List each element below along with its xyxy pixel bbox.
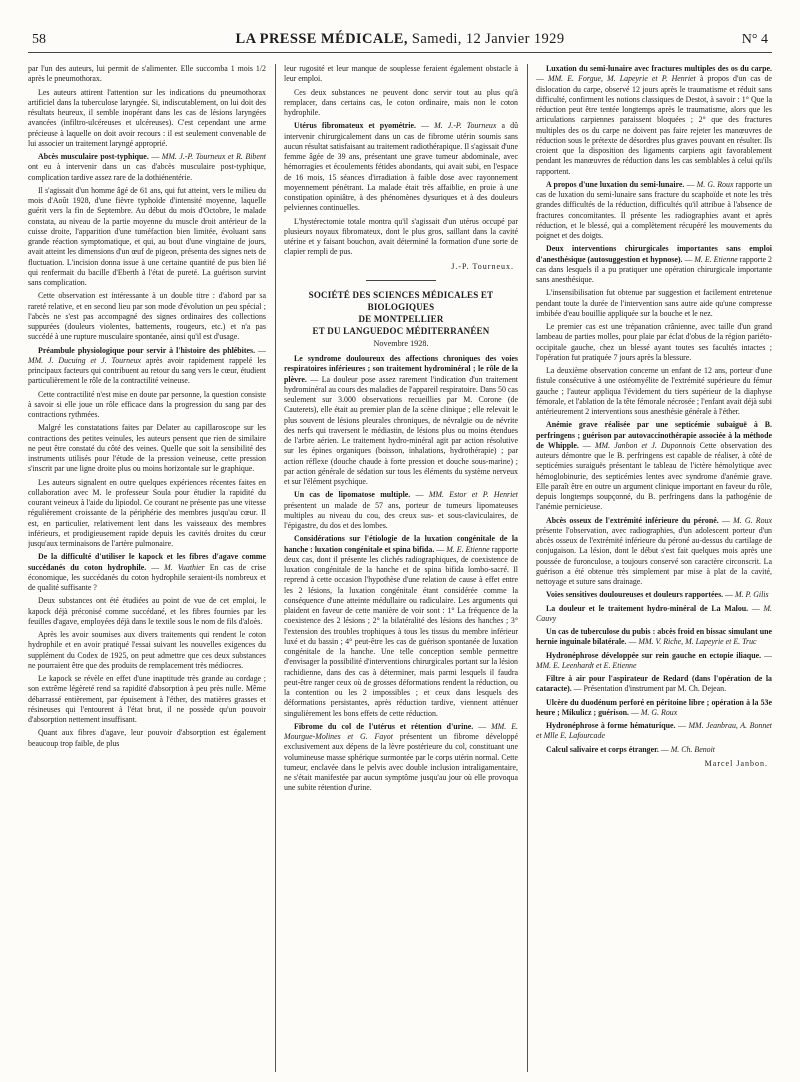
abstract-authors: MM. J. Ducuing et J. Tourneux [28,355,142,365]
running-title [28,31,772,48]
paragraph-text: Quant aux fibres d'agave, leur pouvoir d'absorption est également beaucoup trop faible, de plus [28,728,266,748]
paragraph-text: leur rugosité et leur manque de souplesse feraient également obstacle à leur emploi. [284,64,518,84]
page-number: 58 [32,32,46,47]
section-signature: J.-P. Tourneux. [451,261,514,271]
body-paragraph [284,64,518,85]
abstract-paragraph: Voies sensitives douloureuses et douleurs rapportées. — M. P. Gilis [546,590,769,600]
section-signature: Marcel Janbon. [704,758,768,768]
abstract-paragraph: Anémie grave réalisée par une septicémie subaiguë à B. perfringens ; guérison par autovaccinothérapie associée à la méthode de Whipple. — MM. Janbon et J. Duponnois Cette observation des auteurs démontre que le B. perfringens est capable de réaliser, à côté de septicémies suraiguës présentant le tableau de l'ictère hémolytique avec hémoglobinurie, des septicémies lentes avec syndrome d'anémie grave. Elle paraît être en outre un argument clinique important en faveur du rôle, depuis longtemps soupçonné, du B. perfringens dans la pathogénie de l'anémie pernicieuse. [536,420,772,512]
abstract-title: De la difficulté d'utiliser le kapock et les fibres d'agave comme succédanés du coton hydrophile. [28,552,266,572]
body-paragraph [28,291,266,342]
society-title-line: ET DU LANGUEDOC MÉDITERRANÉEN [312,325,490,336]
abstract-paragraph: Deux interventions chirurgicales importantes sans emploi d'anesthésique (autosuggestion et hypnose). — M. E. Etienne rapporte 2 cas dans lesquels il a pu pratiquer une opération chirurgicale importante sans anesthésique. [536,244,772,284]
article-columns [28,64,772,1074]
paragraph-text: Cette observation des auteurs démontre que le B. perfringens est capable de réaliser, à côté de septicémies suraiguës présentant le tableau de l'ictère hémolytique avec hémoglobinurie, des septicémies lentes avec syndrome d'anémie grave. Elle paraît être en outre un argument clinique important en faveur du rôle, depuis longtemps soupçonné, du B. perfringens dans la pathogénie de l'anémie pernicieuse. [536,440,772,512]
body-paragraph [28,478,266,550]
paragraph-text: Présentation d'instrument par M. Ch. Dejean. [583,684,727,694]
issue-date: Samedi, 12 Janvier 1929 [407,31,565,47]
abstract-title: Luxation du semi-lunaire avec fractures multiples des os du carpe. [546,64,772,73]
paragraph-text: présentent un fibrome développé exclusivement aux dépens de la lèvre postérieure du col, constituant une volumineuse masse sphérique surmontée par le corps utérin normal. Cette tumeur, enclavée dans le pelvis avec double inclusion intraligamentaire, ne s'était manifestée par aucun symptôme jusqu'au jour où elle provoqua une subite rétention d'urine. [284,732,518,793]
paragraph-text: rapporte deux cas, dont il présente les clichés radiographiques, de coexistence de luxation congénitale de la hanche et de spina bifida lombo-sacré. Il reprend à cette occasion l'hypothèse d'une relation de cause à effet entre les 2 lésions, la luxation congénitale étant considérée comme la conséquence d'une atteinte médullaire ou radiculaire. Les arguments qui plaident en faveur de cette manière de voir sont : 1° La fréquence de la coexistence des 2 lésions ; 2° la bilatéralité des lésions des hanches ; 3° l'extension des troubles trophiques à tous les tissus du membre inférieur luxé et du bassin ; 4° peut-être les cas de guérison spontanée de luxation congénitale de la hanche. Une telle conception semble permettre d'envisager la possibilité d'interventions chirurgicales portant sur la lésion rachidienne, dans des cas à déterminer, mais parmi lesquels il faudra peut-être ranger ceux où de grosses déformations rendent la réduction, ou la contention ou les 2 impossibles ; et ceux dans lesquels des déformations persistantes, après réduction tardive, viennent atténuer singulièrement les bons effets de cette réduction. [284,544,518,718]
abstract-authors: M. G. Roux [733,515,772,525]
abstract-title: A propos d'une luxation du semi-lunaire. [546,179,685,189]
abstract-paragraph: Préambule physiologique pour servir à l'histoire des phlébites. — MM. J. Ducuing et J. Tourneux après avoir rapidement rappelé les principaux facteurs qui contribuent au retour du sang vers le cœur, étudient particulièrement le rôle de la contractilité veineuse. [28,345,266,386]
abstract-title: La douleur et le traitement hydro-minéral de La Malou. [546,603,749,613]
abstract-authors: M. G. Roux [696,179,734,189]
abstract-paragraph: La douleur et le traitement hydro-minéral de La Malou. — M. Cauvy [536,603,772,623]
body-paragraph [284,217,518,258]
body-paragraph [28,728,266,749]
paragraph-text: après avoir rapidement rappelé les principaux facteurs qui contribuent au retour du sang vers le cœur, étudient particulièrement le rôle de la contractilité veineuse. [28,355,266,386]
issue-number: N° 4 [741,32,768,47]
column-3 [536,64,772,1072]
abstract-title: Le syndrome douloureux des affections chroniques des voies respiratoires inférieures ; son traitement hydrominéral ; le rôle de la plèvre. [284,354,518,384]
abstract-authors: MM. E. Leenhardt et E. Etienne [536,660,637,670]
abstract-paragraph: Hydronéphrose à forme hématurique. — MM. Jeanbrau, A. Bonnet et Mlle E. Lafourcade [536,721,772,741]
abstract-title: Anémie grave réalisée par une septicémie subaiguë à B. perfringens ; guérison par autovaccinothérapie associée à la méthode de Whipple. [536,420,772,450]
abstract-title: Hydronéphrose à forme hématurique. [546,721,676,730]
abstract-authors: MM. E. Mourgue-Molines et G. Fayot [284,721,518,741]
paragraph-text: Les auteurs signalent en outre quelques expériences récentes faites en collaboration avec M. le professeur Soula pour étudier la rapidité du courant veineux à l'aide du lipiodol. Ce courant ne présente pas une vitesse régulièrement croissante de la périphérie des membres jusqu'au cœur. Il est, en particulier, relativement lent dans les vaisseaux des membres inférieurs, et prodigieusement rapide depuis les cavités droites du cœur jusqu'aux terminaisons de l'artère pulmonaire. [28,477,266,548]
abstract-paragraph: A propos d'une luxation du semi-lunaire. — M. G. Roux rapporte un cas de luxation du semi-lunaire sans fracture du scaphoïde et note les très grandes difficultés de la réduction, difficultés qu'il attribue à l'absence de fractures concomitantes. Il présente les radiographies avant et après réduction, et le blessé, qui a complètement récupéré les mouvements du poignet et des doigts. [536,179,772,240]
abstract-paragraph: Le syndrome douloureux des affections chroniques des voies respiratoires inférieures ; son traitement hydrominéral ; le rôle de la plèvre. — La douleur pose assez rarement l'indication d'un traitement hydrominéral au cours des maladies de l'appareil respiratoire. Dans 50 cas seulement sur 3.000 observations recueillies par M. Corone (de Cauterets), elle était au premier plan de la scène clinique ; elle relevait le plus souvent de lésions pleurales chroniques, de névralgie ou de névrite des nerfs qui traversent le médiastin, de lésions plus ou moins étendues de l'arbre aérien. Le traitement hydro-minéral agit par action résolutive sur les épines organiques (boisson, inhalations, hydrothérapie) ; par action réflexe (douche chaude à forte pression et douche sous-marine) ; par action générale de sédation sur tous les éléments du système nerveux et sur l'élément psychique. [284,354,518,486]
abstract-paragraph: Utérus fibromateux et pyométrie. — M. J.-P. Tourneux a dû intervenir chirurgicalement dans un cas de fibrome utérin soumis sans aucun résultat satisfaisant au traitement radiothérapique. Il s'agissait d'une femme âgée de 39 ans, présentant une grave tumeur abdominale, avec hémorragies et écoulements fétides abondants, qui avait subi, en l'espace de 16 mois, 15 séances d'irradiation à faible dose avec rayonnement moyennement pénétrant. La malade était très affaiblie, en proie à une constipation opiniâtre, à des phénomènes dysuriques et à des douleurs pelviennes continuelles. [284,121,518,213]
body-paragraph [28,674,266,725]
paragraph-text: rapporte un cas de luxation du semi-lunaire sans fracture du scaphoïde et note les très grandes difficultés de la réduction, difficultés qu'il attribue à l'absence de fractures concomitantes. Il présente les radiographies avant et après réduction, et le blessé, qui a complètement récupéré les mouvements du poignet et des doigts. [536,179,772,240]
abstract-title: Préambule physiologique pour servir à l'histoire des phlébites. [38,345,256,355]
society-title-line: SOCIÉTÉ DES SCIENCES MÉDICALES ET BIOLOGIQUES [308,289,494,312]
abstract-authors: MM. E. Forgue, M. Lapeyrie et P. Henriet [548,74,696,84]
abstract-title: Utérus fibromateux et pyométrie. [294,121,416,131]
column-rule [527,64,528,1072]
abstract-paragraph: Calcul salivaire et corps étranger. — M. Ch. Benoit [546,744,715,754]
paragraph-text: En cas de crise économique, les succédanés du coton hydrophile seraient-ils nombreux et de qualité suffisante ? [28,562,266,592]
abstract-paragraph: Considérations sur l'étiologie de la luxation congénitale de la hanche : luxation congénitale et spina bifida. — M. E. Etienne rapporte deux cas, dont il présente les clichés radiographiques, de coexistence de luxation congénitale de la hanche et de spina bifida lombo-sacré. Il reprend à cette occasion l'hypothèse d'une relation de cause à effet entre les 2 lésions, la luxation congénitale étant considérée comme la conséquence d'une atteinte médullaire ou radiculaire. Les arguments qui plaident en faveur de cette manière de voir sont : 1° La fréquence de la coexistence des 2 lésions ; 2° la bilatéralité des lésions des hanches ; 3° l'extension des troubles trophiques à tous les tissus du membre inférieur luxé et du bassin ; 4° peut-être les cas de guérison spontanée de luxation congénitale de la hanche. Une telle conception semble permettre d'envisager la possibilité d'interventions chirurgicales portant sur la lésion rachidienne, dans des cas à déterminer, mais parmi lesquels il faudra peut-être ranger ceux où de grosses déformations rendent la réduction, ou la contention ou les 2 impossibles ; et ceux dans lesquels des déformations persistantes, après réduction tardive, viennent atténuer singulièrement les bons effets de cette réduction. [284,534,518,718]
session-date: Novembre 1928. [373,338,429,348]
abstract-paragraph: De la difficulté d'utiliser le kapock et les fibres d'agave comme succédanés du coton hydrophile. — M. Vuathier En cas de crise économique, les succédanés du coton hydrophile seraient-ils nombreux et de qualité suffisante ? [28,552,266,592]
paragraph-text: à propos d'un cas de dislocation du carpe, observé 12 jours après le traumatisme et réduit sans difficulté, confirment les notions classiques de Destot, à savoir : 1° Que la réduction peut être tentée longtemps après le traumatisme, alors que les articulations carpiennes paraissent bloquées ; 2° que des fractures multiples des os du carpe ne doivent pas faire rejeter les manœuvres de réduction sous le prétexte de désordres plus graves pouvant en résulter. Ils croient que la disposition des ligaments carpiens agit favorablement pendant les manœuvres de réduction dans les cas semblables à celui qu'ils rapportent. [536,74,772,176]
abstract-authors: MM. V. Riche, M. Lapeyrie et E. Truc [638,637,757,647]
abstract-authors: M. Cauvy [536,603,772,623]
abstract-title: Un cas de tuberculose du pubis : abcès froid en bissac simulant une hernie inguinale bilatérale. [536,627,772,647]
paragraph-text: Deux substances ont été étudiées au point de vue de cet emploi, le kapock déjà préconisé comme succédané, et les fibres fournies par les feuilles d'agave, employées déjà dans le textile sous le nom de fils d'aloès. [28,596,266,626]
abstract-paragraph: Un cas de tuberculose du pubis : abcès froid en bissac simulant une hernie inguinale bilatérale. — MM. V. Riche, M. Lapeyrie et E. Truc [536,627,772,647]
paragraph-text: Le premier cas est une trépanation crânienne, avec taille d'un grand lambeau de parties molles, pour plaie par éclat d'obus de la région pariéto-occipitale gauche, chez un blessé ayant toutes ses facultés intactes ; l'opération fut pratiquée 7 jours après la blessure. [536,322,772,362]
abstract-authors: M. G. Roux [640,707,678,717]
body-paragraph [284,88,518,119]
paragraph-text: L'insensibilisation fut obtenue par suggestion et facilement entretenue pendant toute la durée de l'intervention sans autre aide qu'une compresse imbibée d'eau bouillie appliquée sur la bouche et le nez. [536,288,772,318]
paragraph-text: a dû intervenir chirurgicalement dans un cas de fibrome utérin soumis sans aucun résultat satisfaisant au traitement radiothérapique. Il s'agissait d'une femme âgée de 39 ans, présentant une grave tumeur abdominale, avec hémorragies et écoulements fétides abondants, qui avait subi, en l'espace de 16 mois, 15 séances d'irradiation à faible dose avec rayonnement moyennement pénétrant. La malade était très affaiblie, en proie à une constipation opiniâtre, à des phénomènes dysuriques et à des douleurs pelviennes continuelles. [284,121,518,213]
journal-name: LA PRESSE MÉDICALE, [235,31,408,47]
abstract-title: Hydronéphrose développée sur rein gauche en ectopie iliaque. [546,650,762,660]
body-paragraph [536,366,772,417]
society-title-line: DE MONTPELLIER [358,313,444,324]
body-paragraph [28,88,266,150]
paragraph-text: Cette contractilité n'est mise en doute par personne, la question consiste à savoir si elle joue un rôle efficace dans la progression du sang par des contractions rythmées. [28,389,266,419]
body-paragraph [28,186,266,289]
paragraph-text: Les auteurs attirent l'attention sur les indications du pneumothorax artificiel dans la tuberculose laryngée. Si, indiscutablement, on lui doit des résultats heureux, il semble inopérant dans les cas de lésions laryngées avancées (infiltro-ulcéreuses et ulcéreuses). C'est cependant une arme précieuse à laquelle on doit avoir recours : il est seulement convenable de lui associer un traitement laryngé approprié. [28,87,266,148]
column-2 [284,64,518,1072]
abstract-title: Abcès musculaire post-typhique. [38,152,149,161]
society-title [284,289,518,337]
abstract-authors: MM. Jeanbrau, A. Bonnet et Mlle E. Lafourcade [536,721,772,741]
body-paragraph [28,596,266,627]
body-paragraph [536,322,772,363]
abstract-title: Abcès osseux de l'extrémité inférieure du péroné. [546,515,719,525]
paragraph-text: par l'un des auteurs, lui permit de s'alimenter. Elle succomba 1 mois 1/2 après le pneumothorax. [28,64,266,84]
abstract-paragraph: Luxation du semi-lunaire avec fractures multiples des os du carpe. — MM. E. Forgue, M. Lapeyrie et P. Henriet à propos d'un cas de dislocation du carpe, observé 12 jours après le traumatisme et réduit sans difficulté, confirment les notions classiques de Destot, à savoir : 1° Que la réduction peut être tentée longtemps après le traumatisme, alors que les articulations carpiennes paraissent bloquées ; 2° que des fractures multiples des os du carpe ne doivent pas faire rejeter les manœuvres de réduction sous le prétexte de désordres plus graves pouvant en résulter. Ils croient que la disposition des ligaments carpiens agit favorablement pendant les manœuvres de réduction dans les cas semblables à celui qu'ils rapportent. [536,64,772,176]
column-1 [28,64,266,1072]
abstract-authors: M. E. Etienne [694,254,738,264]
paragraph-text: La deuxième observation concerne un enfant de 12 ans, porteur d'une fistule consécutive à une ostéomyélite de l'extrémité supérieure du fémur gauche ; l'auteur appliqua l'évidement du tiers supérieur de la diaphyse fémorale, et l'ablation de la tête fémorale nécrosée ; l'enfant avait déjà subi antérieurement 2 interventions sous anesthésie générale à l'éther. [536,366,772,416]
abstract-authors: M. Vuathier [164,562,205,572]
paragraph-text: Malgré les constatations faites par Delater au capillaroscope sur les contractions des petites veinules, les auteurs pensent que rien de similaire ne peut être constaté du côté des veines. Quelle que soit la sensibilité des instruments utilisés pour l'étude de la pression veineuse, cette pression s'inscrit par une ligne droite plus ou moins horizontale sur le graphique. [28,423,266,474]
abstract-title: Fibrome du col de l'utérus et rétention d'urine. [294,721,474,731]
abstract-authors: MM. Estor et P. Henriet [428,490,518,500]
body-paragraph [28,423,266,474]
page-header [28,30,772,53]
abstract-authors: M. J.-P. Tourneux [434,121,497,131]
paragraph-text: La douleur pose assez rarement l'indication d'un traitement hydrominéral au cours des maladies de l'appareil respiratoire. Dans 50 cas seulement sur 3.000 observations recueillies par M. Corone (de Cauterets), elle était au premier plan de la scène clinique ; elle relevait le plus souvent de lésions pleurales chroniques, de névralgie ou de névrite des nerfs qui traversent le médiastin, de lésions plus ou moins étendues de l'arbre aérien. Le traitement hydro-minéral agit par action résolutive sur les épines organiques (boisson, inhalations, hydrothérapie) ; par action réflexe (douche chaude à forte pression et douche sous-marine) ; par action générale de sédation sur tous les éléments du système nerveux et sur l'élément psychique. [284,374,518,486]
abstract-title: Considérations sur l'étiologie de la luxation congénitale de la hanche : luxation congénitale et spina bifida. [284,534,518,554]
paragraph-text: L'hystérectomie totale montra qu'il s'agissait d'un utérus occupé par plusieurs noyaux fibromateux, dont le plus gros, saillant dans la cavité utérine et y faisant bouchon, avait déterminé la formation d'une sorte de clapier rempli de pus. [284,216,518,257]
abstract-title: Un cas de lipomatose multiple. [294,490,411,500]
paragraph-text: Cette observation est intéressante à un double titre : d'abord par sa rareté relative, et en second lieu par son mode d'évolution un peu spécial ; l'abcès ne s'est pas accompagné des signes ordinaires des collections suppurées (douleurs violentes, battements, rougeurs, etc.) et n'a pas succédé à une rupture musculaire spontanée, ainsi qu'il est d'usage. [28,291,266,342]
paragraph-text: Après les avoir soumises aux divers traitements qui rendent le coton hydrophile et en avoir pratiqué l'essai suivant les nouvelles exigences du supplément du Codex de 1925, on peut admettre que ces deux substances ne pourraient être que des produits de remplacement très médiocres. [28,630,266,670]
column-rule [275,64,276,1072]
body-paragraph [28,630,266,671]
abstract-title: Ulcère du duodénum perforé en péritoine libre ; opération à la 53e heure ; Mikulicz ; guérison. [536,697,772,717]
abstract-authors: M. Ch. Benoit [670,744,715,754]
abstract-authors: MM. Janbon et J. Duponnois [594,440,696,450]
abstract-title: Calcul salivaire et corps étranger. [546,744,659,754]
abstract-paragraph: Fibrome du col de l'utérus et rétention d'urine. — MM. E. Mourgue-Molines et G. Fayot présentent un fibrome développé exclusivement aux dépens de la lèvre postérieure du col, constituant une volumineuse masse sphérique surmontée par le corps utérin normal. Cette tumeur, enclavée dans le pelvis avec double inclusion intraligamentaire, ne s'était manifestée par aucun symptôme jusqu'au jour où elle provoqua une subite rétention d'urine. [284,721,518,793]
abstract-paragraph: Un cas de lipomatose multiple. — MM. Estor et P. Henriet présentent un malade de 57 ans, porteur de tumeurs lipomateuses multiples au niveau du cou, des creux sus- et sous-claviculaires, de l'épigastre, du dos et des lombes. [284,490,518,530]
abstract-title: Voies sensitives douloureuses et douleurs rapportées. [546,590,724,600]
abstract-paragraph: Filtre à air pour l'aspirateur de Redard (dans l'opération de la cataracte). — Présentation d'instrument par M. Ch. Dejean. [536,674,772,694]
abstract-authors: M. P. Gilis [734,590,769,600]
abstract-authors: MM. J.-P. Tourneux et R. Bibent [161,152,266,161]
paragraph-text: présentent un malade de 57 ans, porteur de tumeurs lipomateuses multiples au niveau du cou, des creux sus- et sous-claviculaires, de l'épigastre, du dos et des lombes. [284,500,518,530]
body-paragraph [536,288,772,319]
paragraph-text: ont eu à intervenir dans un cas d'abcès musculaire post-typhique, complication tardive assez rare de la dothiénentérie. [28,162,266,182]
abstract-title: Filtre à air pour l'aspirateur de Redard (dans l'opération de la cataracte). [536,674,772,694]
section-divider [366,280,436,281]
paragraph-text: rapporte 2 cas dans lesquels il a pu pratiquer une opération chirurgicale importante sans anesthésique. [536,254,772,284]
paragraph-text: présente l'observation, avec radiographies, d'un adolescent porteur d'un abcès osseux de l'extrémité inférieure du péroné au-dessus du cartilage de conjugaison. La lésion, dont le début s'est fait quelques mois après une poussée de furonculose, a toujours conservé son caractère circonscrit. La guérison a été obtenue très simplement par mise à plat de la cavité, nettoyage et suture sans drainage. [536,525,772,586]
paragraph-text: Ces deux substances ne peuvent donc servir tout au plus qu'à remplacer, dans certains cas, le coton ordinaire, mais non le coton hydrophile. [284,87,518,117]
abstract-title: Deux interventions chirurgicales importantes sans emploi d'anesthésique (autosuggestion et hypnose). [536,244,772,264]
abstract-paragraph: Abcès osseux de l'extrémité inférieure du péroné. — M. G. Roux présente l'observation, avec radiographies, d'un adolescent porteur d'un abcès osseux de l'extrémité inférieure du péroné au-dessus du cartilage de conjugaison. La lésion, dont le début s'est fait quelques mois après une poussée de furonculose, a toujours conservé son caractère circonscrit. La guérison a été obtenue très simplement par mise à plat de la cavité, nettoyage et suture sans drainage. [536,515,772,586]
paragraph-text: Le kapock se révèle en effet d'une inaptitude très grande au cordage ; son extrême légèreté rend sa rapidité d'absorption à peu près nulle. Même débarrassé entièrement, par épuisement à l'éther, des matières grasses et résineuses qui l'entourent à l'état brut, il ne possède qu'un pouvoir d'absorption nettement insuffisant. [28,674,266,724]
body-paragraph [28,64,266,85]
paragraph-text: Il s'agissait d'un homme âgé de 61 ans, qui fut atteint, vers le milieu du mois d'Août 1928, d'une fièvre typhoïde d'intensité moyenne, laquelle guérit vers la fin de Septembre. Au début du mois d'Octobre, le malade constata, au niveau de la partie moyenne du muscle droit antérieur de la cuisse droite, l'apparition d'une tuméfaction bien limitée, évoluant sans grande réaction symptomatique, et qui, au bout d'une vingtaine de jours, avait atteint les dimensions d'un œuf de pigeon, présenta des signes nets de fluctuation. L'incision donna issue à une certaine quantité de pus bien lié qui renfermait du bacille d'Eberth à l'état de pureté. La guérison survint sans complication. [28,185,266,287]
abstract-paragraph: Abcès musculaire post-typhique. — MM. J.-P. Tourneux et R. Bibent ont eu à intervenir dans un cas d'abcès musculaire post-typhique, complication tardive assez rare de la dothiénentérie. [28,152,266,182]
abstract-paragraph: Ulcère du duodénum perforé en péritoine libre ; opération à la 53e heure ; Mikulicz ; guérison. — M. G. Roux [536,697,772,717]
abstract-paragraph: Hydronéphrose développée sur rein gauche en ectopie iliaque. — MM. E. Leenhardt et E. Etienne [536,650,772,670]
abstract-authors: M. E. Etienne [446,544,490,554]
body-paragraph [28,390,266,421]
